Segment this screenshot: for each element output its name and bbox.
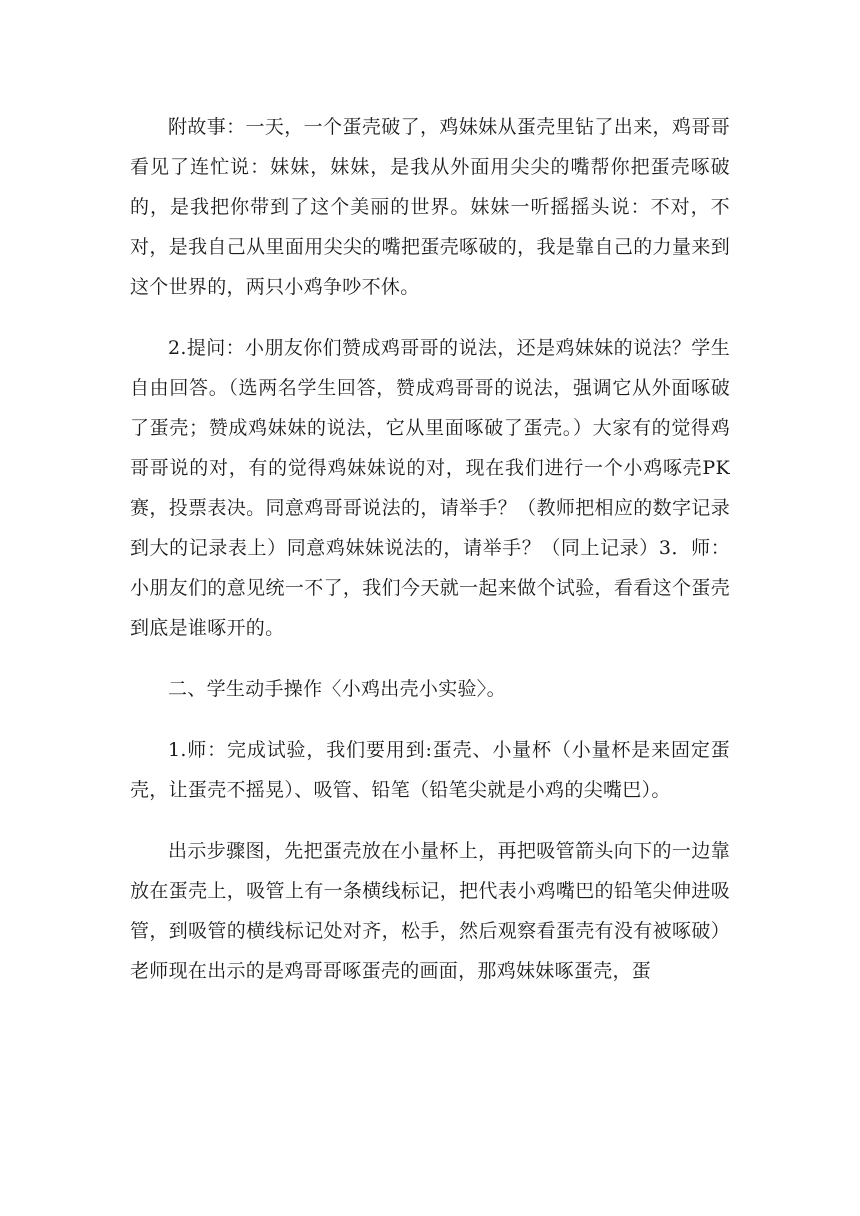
paragraph-question: 2.提问：小朋友你们赞成鸡哥哥的说法，还是鸡妹妹的说法？学生自由回答。（选两名学生回答，赞成鸡哥哥的说法，强调它从外面啄破了蛋壳；赞成鸡妹妹的说法，它从里面啄破了蛋壳。）大家有的觉得鸡哥哥说的对，有的觉得鸡妹妹说的对，现在我们进行一个小鸡啄壳PK赛，投票表决。同意鸡哥哥说法的，请举手？（教师把相应的数字记录到大的记录表上）同意鸡妹妹说法的，请举手？（同上记录）3．师：小朋友们的意见统一不了，我们今天就一起来做个试验，看看这个蛋壳到底是谁啄开的。	[130, 337, 730, 639]
paragraph-materials: 1.师：完成试验，我们要用到:蛋壳、小量杯（小量杯是来固定蛋壳，让蛋壳不摇晃）、吸管、铅笔（铅笔尖就是小鸡的尖嘴巴）。	[130, 739, 730, 801]
document-body	[130, 107, 730, 991]
paragraph-steps: 出示步骤图，先把蛋壳放在小量杯上，再把吸管箭头向下的一边靠放在蛋壳上，吸管上有一条横线标记，把代表小鸡嘴巴的铅笔尖伸进吸管，到吸管的横线标记处对齐，松手，然后观察看蛋壳有没有被啄破）老师现在出示的是鸡哥哥啄蛋壳的画面，那鸡妹妹啄蛋壳，蛋	[130, 840, 730, 982]
paragraph-section-heading: 二、学生动手操作〈小鸡出壳小实验〉。	[168, 678, 506, 700]
paragraph-story: 附故事：一天，一个蛋壳破了，鸡妹妹从蛋壳里钻了出来，鸡哥哥看见了连忙说：妹妹，妹妹，是我从外面用尖尖的嘴帮你把蛋壳啄破的，是我把你带到了这个美丽的世界。妹妹一听摇摇头说：不对，不对，是我自己从里面用尖尖的嘴把蛋壳啄破的，我是靠自己的力量来到这个世界的，两只小鸡争吵不休。	[130, 116, 730, 298]
